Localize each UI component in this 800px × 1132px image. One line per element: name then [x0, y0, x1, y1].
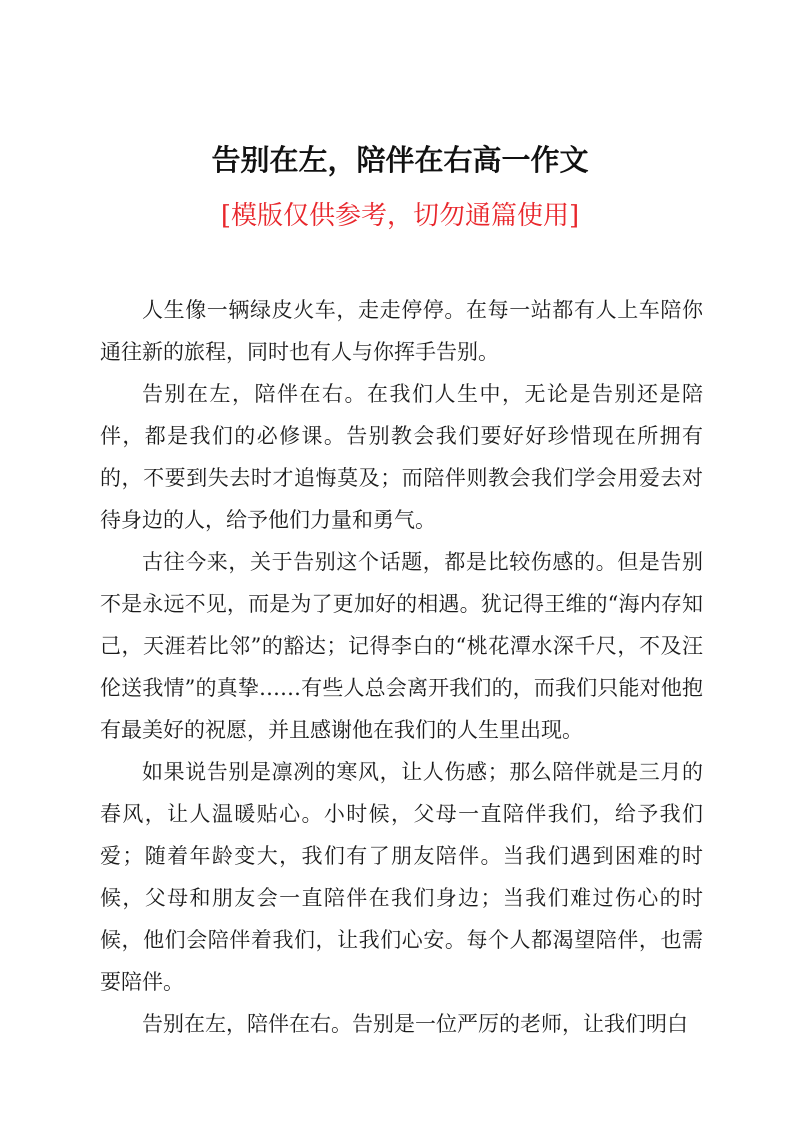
paragraph: 人生像一辆绿皮火车，走走停停。在每一站都有人上车陪你通往新的旅程，同时也有人与你挥手告别。 [100, 298, 703, 364]
paragraph: 告别在左，陪伴在右。在我们人生中，无论是告别还是陪伴，都是我们的必修课。告别教会我们要好好珍惜现在所拥有的，不要到失去时才追悔莫及；而陪伴则教会我们学会用爱去对待身边的人，给予他们力量和勇气。 [100, 382, 703, 532]
essay-body [100, 289, 703, 1045]
paragraph: 告别在左，陪伴在右。告别是一位严厉的老师，让我们明白 [142, 1012, 688, 1036]
paragraph: 如果说告别是凛冽的寒风，让人伤感；那么陪伴就是三月的春风，让人温暖贴心。小时候，父母一直陪伴我们，给予我们爱；随着年龄变大，我们有了朋友陪伴。当我们遇到困难的时候，父母和朋友会一直陪伴在我们身边；当我们难过伤心的时候，他们会陪伴着我们，让我们心安。每个人都渴望陪伴，也需要陪伴。 [100, 760, 703, 994]
template-notice: [模版仅供参考，切勿通篇使用] [220, 201, 580, 231]
paragraph: 古往今来，关于告别这个话题，都是比较伤感的。但是告别不是永远不见，而是为了更加好的相遇。犹记得王维的“海内存知己，天涯若比邻”的豁达；记得李白的“桃花潭水深千尺，不及汪伦送我情”的真挚……有些人总会离开我们的，而我们只能对他抱有最美好的祝愿，并且感谢他在我们的人生里出现。 [100, 550, 703, 742]
document-title: 告别在左，陪伴在右高一作文 [211, 143, 589, 177]
